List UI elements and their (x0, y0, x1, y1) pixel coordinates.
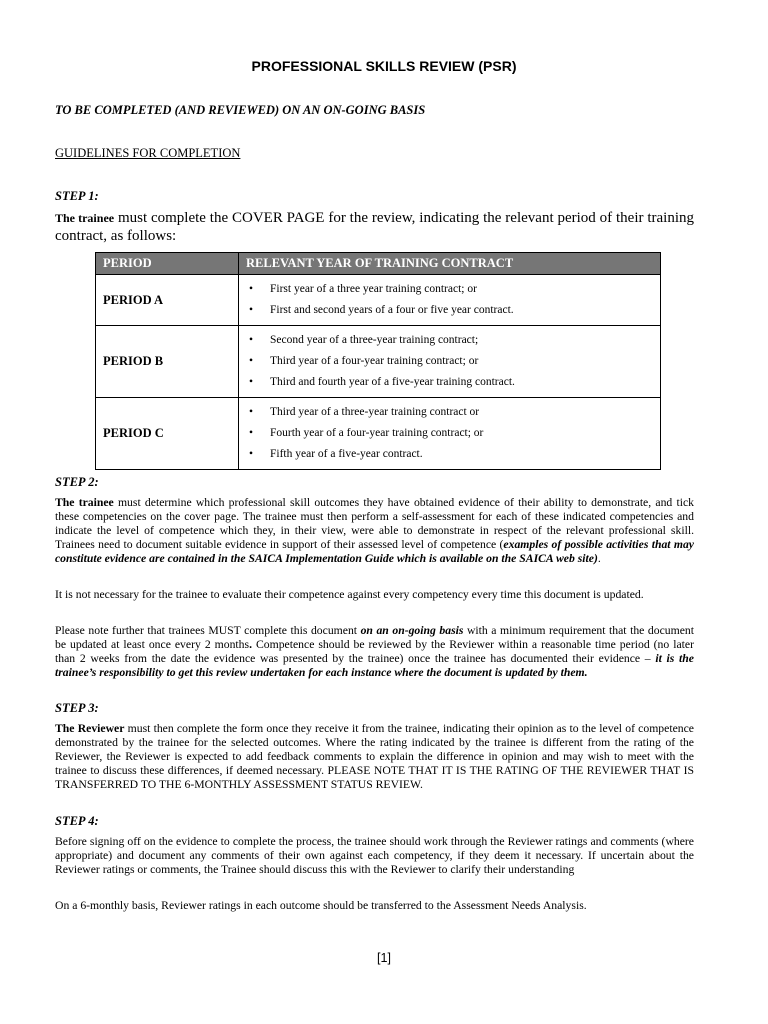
list-item: • Fourth year of a four-year training contract; or (246, 423, 653, 444)
list-item: • Second year of a three-year training contract; (246, 330, 653, 351)
step3-lead: The Reviewer (55, 722, 125, 735)
step4-paragraph-1: Before signing off on the evidence to complete the process, the trainee should work through the Reviewer ratings and comments (where appropriate) and document any comments of their own against each competency, if they deem it necessary. If uncertain about the Reviewer ratings or comments, the Trainee should discuss this with the Reviewer to clarify their understanding (55, 835, 694, 876)
step2-p3-emphasis-2: it is the trainee’s responsibility to get this review undertaken for each instance where the document is updated by them. (55, 652, 694, 679)
period-table (95, 252, 661, 470)
list-item: • Third year of a three-year training contract or (246, 402, 653, 423)
step2-paragraph-2: It is not necessary for the trainee to evaluate their competence against every competency every time this document is updated. (55, 588, 644, 601)
document-title: PROFESSIONAL SKILLS REVIEW (PSR) (251, 58, 517, 74)
step2-p3-emphasis-1: on an on-going basis (360, 624, 464, 637)
step4-paragraph-2: On a 6-monthly basis, Reviewer ratings in each outcome should be transferred to the Assessment Needs Analysis. (55, 899, 587, 912)
list-item: • Third year of a four-year training contract; or (246, 351, 653, 372)
step2-p1-emphasis: examples of possible activities that may constitute evidence are contained in the SAICA Implementation Guide which is available on the SAICA web site) (55, 538, 694, 565)
step3-text: must then complete the form once they receive it from the trainee, indicating their opinion as to the level of competence demonstrated by the trainee for the selected outcomes. Where the rating indicated by the trainee is different from the rating of the Reviewer, the Reviewer is expected to add feedback comments to explain the difference in opinion and may wish to meet with the trainee to discuss these differences, if deemed necessary. PLEASE NOTE THAT IT IS THE RATING OF THE REVIEWER THAT IS TRANSFERRED TO THE 6-MONTHLY ASSESSMENT STATUS REVIEW. (55, 722, 694, 791)
step4-heading: STEP 4: (55, 814, 99, 828)
step3-paragraph (55, 722, 694, 792)
step2-p3-a: Please note further that trainees MUST complete this document (55, 624, 361, 637)
period-b-items (239, 326, 661, 398)
step1-heading: STEP 1: (55, 189, 99, 203)
list-item: • First year of a three year training contract; or (246, 279, 653, 300)
document-subtitle: TO BE COMPLETED (AND REVIEWED) ON AN ON-GOING BASIS (55, 103, 426, 117)
step2-p1-end: . (597, 552, 601, 565)
step1-paragraph (55, 209, 694, 245)
period-a-label: PERIOD A (96, 275, 239, 326)
page-number: [1] (377, 951, 391, 965)
period-c-items (239, 398, 661, 470)
period-a-items (239, 275, 661, 326)
table-row (96, 398, 661, 470)
step2-paragraph-1 (55, 496, 694, 566)
table-row (96, 275, 661, 326)
period-column-header: PERIOD (96, 253, 239, 275)
step1-text: must complete the COVER PAGE for the review, indicating the relevant period of their training contract, as follows: (55, 210, 694, 244)
step3-heading: STEP 3: (55, 701, 99, 715)
guidelines-heading: GUIDELINES FOR COMPLETION (55, 146, 241, 160)
step2-p3-dot: . (249, 638, 252, 651)
step2-p1-text: must determine which professional skill outcomes they have obtained evidence of their ability to demonstrate, and tick these competencies on the cover page. The trainee must then perform a self-assessment for each of these indicated competencies and indicate the level of competence which they, in their view, were able to demonstrate in respect of the relevant professional skill. Trainees need to document suitable evidence in support of their assessed level of competence ( (55, 496, 695, 551)
step2-p3-b: with a minimum requirement that the document be updated at least once every 2 months (55, 624, 694, 651)
period-table-header (96, 253, 661, 275)
list-item: • First and second years of a four or five year contract. (246, 300, 653, 321)
relevant-year-column-header: RELEVANT YEAR OF TRAINING CONTRACT (239, 253, 661, 275)
period-c-label: PERIOD C (96, 398, 239, 470)
step2-heading: STEP 2: (55, 475, 99, 489)
step2-p3-c: Competence should be reviewed by the Reviewer within a reasonable time period (no later than 2 weeks from the date the evidence was presented by the trainee) once the trainee has documented their evidence – (55, 638, 694, 665)
step1-lead: The trainee (55, 211, 115, 225)
step2-paragraph-3 (55, 624, 694, 680)
period-b-label: PERIOD B (96, 326, 239, 398)
list-item: • Fifth year of a five-year contract. (246, 444, 653, 465)
table-row (96, 326, 661, 398)
step2-lead: The trainee (55, 496, 114, 509)
list-item: • Third and fourth year of a five-year training contract. (246, 372, 653, 393)
